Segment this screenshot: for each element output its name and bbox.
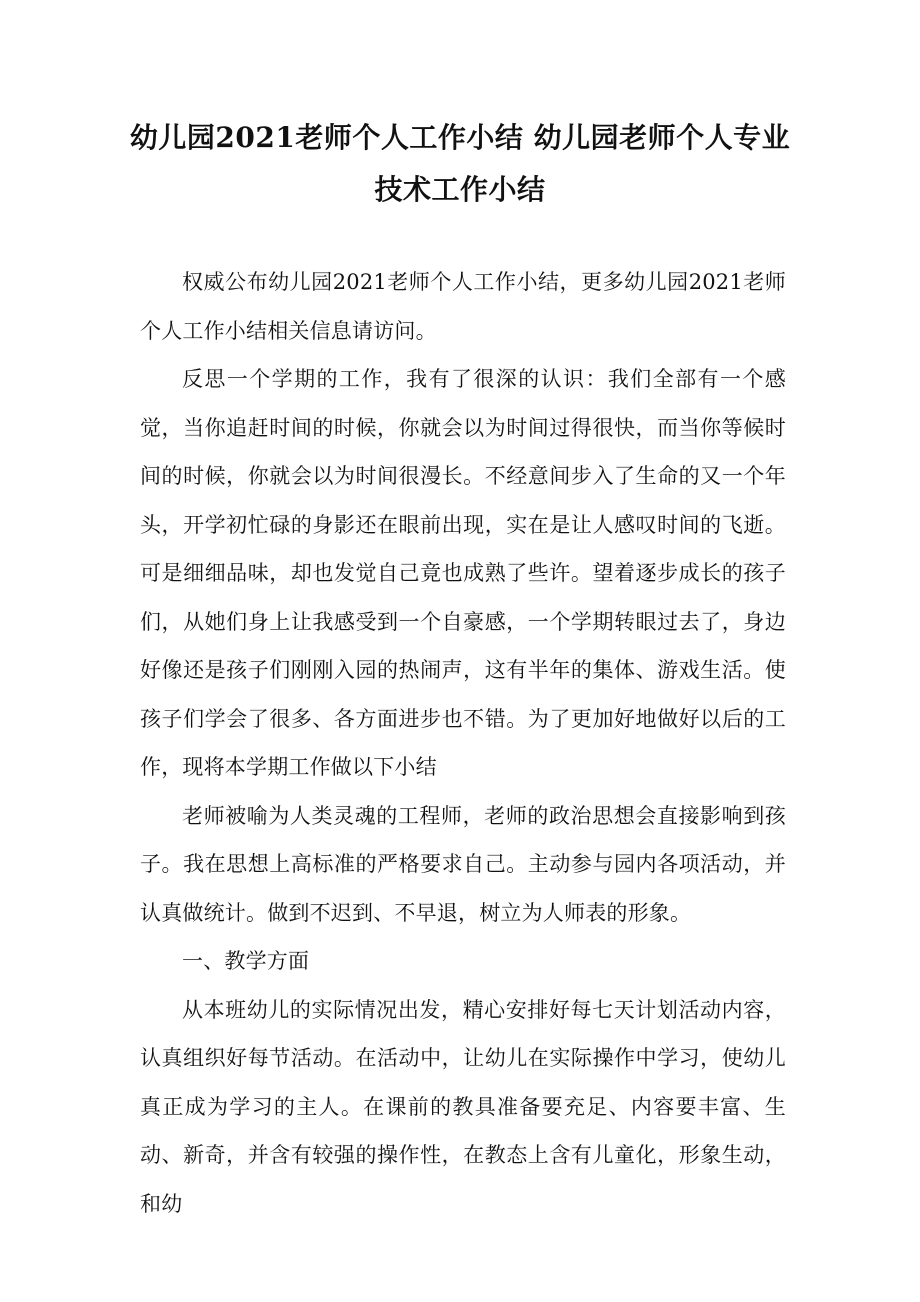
paragraph-reflection: 反思一个学期的工作，我有了很深的认识：我们全部有一个感觉，当你追赶时间的时候，你就会以为时间过得很快，而当你等候时间的时候，你就会以为时间很漫长。不经意间步入了生命的又一个年头，开学初忙碌的身影还在眼前出现，实在是让人感叹时间的飞逝。可是细细品味，却也发觉自己竟也成熟了些许。望着逐步成长的孩子们，从她们身上让我感受到一个自豪感，一个学期转眼过去了，身边好像还是孩子们刚刚入园的热闹声，这有半年的集体、游戏生活。使孩子们学会了很多、各方面进步也不错。为了更加好地做好以后的工作，现将本学期工作做以下小结 <box>140 367 786 779</box>
document-body <box>140 258 786 1228</box>
paragraph-teaching: 从本班幼儿的实际情况出发，精心安排好每七天计划活动内容，认真组织好每节活动。在活动中，让幼儿在实际操作中学习，使幼儿真正成为学习的主人。在课前的教具准备要充足、内容要丰富、生动、新奇，并含有较强的操作性，在教态上含有儿童化，形象生动，和幼 <box>140 997 786 1216</box>
paragraph-intro: 权威公布幼儿园2021老师个人工作小结，更多幼儿园2021老师个人工作小结相关信息请访问。 <box>140 270 786 343</box>
document-title <box>100 112 820 216</box>
title-line-1: 幼儿园2021老师个人工作小结 幼儿园老师个人专业 <box>129 121 791 154</box>
paragraph-political-thought: 老师被喻为人类灵魂的工程师，老师的政治思想会直接影响到孩子。我在思想上高标准的严格要求自己。主动参与园内各项活动，并认真做统计。做到不迟到、不早退，树立为人师表的形象。 <box>140 803 786 925</box>
title-line-2: 技术工作小结 <box>374 173 546 206</box>
section-heading-teaching: 一、教学方面 <box>182 949 310 973</box>
